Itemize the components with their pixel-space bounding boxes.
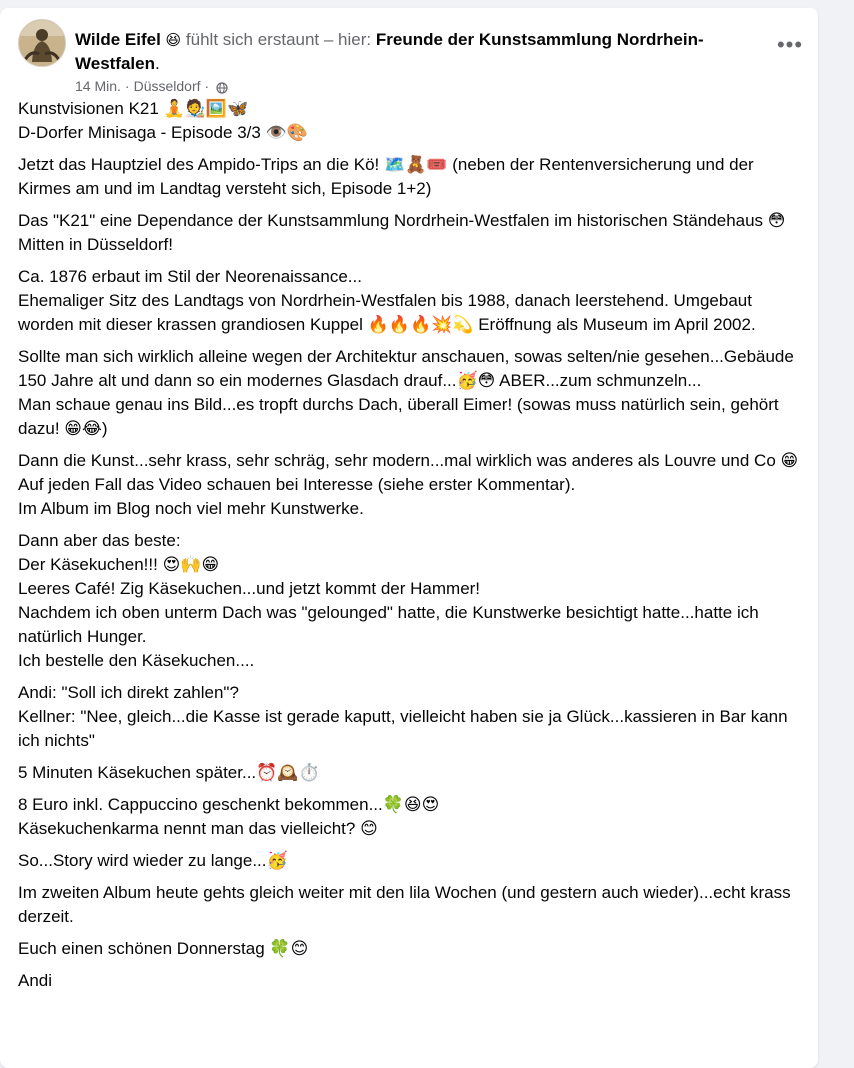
feeling-text: fühlt sich erstaunt – hier: [185, 30, 372, 49]
post-text-line: Andi [18, 971, 53, 990]
post-text-line: Man schaue genau ins Bild...es tropft durchs Dach, überall Eimer! (sowas muss natürlich sein, gehört dazu! 😁😂) [18, 395, 779, 438]
post-text-line: Ich bestelle den Käsekuchen.... [18, 651, 255, 670]
post-paragraph [18, 209, 804, 257]
post-text-line: Euch einen schönen Donnerstag 🍀😊 [18, 939, 309, 958]
post-paragraph [18, 881, 804, 929]
post-meta [75, 77, 228, 95]
post-paragraph [18, 97, 804, 145]
post-text-line: Käsekuchenkarma nennt man das vielleicht? 😊 [18, 819, 378, 838]
post-text-line: Auf jeden Fall das Video schauen bei Interesse (siehe erster Kommentar). [18, 475, 576, 494]
post-paragraph [18, 265, 804, 337]
post-text-line: Ehemaliger Sitz des Landtags von Nordrhein-Westfalen bis 1988, danach leerstehend. Umgebaut worden mit dieser krassen grandiosen Kuppel 🔥🔥🔥💥💫 Eröffnung als Museum im April 2002. [18, 291, 756, 334]
post-text [18, 97, 804, 1001]
post-text-line: Jetzt das Hauptziel des Ampido-Trips an die Kö! 🗺️🧸🎟️ (neben der Rentenversicherung und der Kirmes am und im Landtag versteht sich, Episode 1+2) [18, 155, 754, 198]
globe-icon[interactable] [216, 80, 228, 92]
place-link[interactable]: Freunde der Kunstsammlung Nordrhein-Westfalen [75, 30, 704, 73]
post-text-line: Nachdem ich oben unterm Dach was "gelounged" hatte, die Kunstwerke besichtigt hatte...hatte ich natürlich Hunger. [18, 603, 759, 646]
post-paragraph [18, 449, 804, 521]
post-text-line: Im Album im Blog noch viel mehr Kunstwerke. [18, 499, 364, 518]
post-paragraph [18, 849, 804, 873]
post-text-line: Im zweiten Album heute gehts gleich weiter mit den lila Wochen (und gestern auch wieder)...echt krass derzeit. [18, 883, 791, 926]
post-card [0, 8, 818, 1068]
post-location[interactable]: Düsseldorf [133, 78, 201, 94]
post-paragraph [18, 681, 804, 753]
post-paragraph [18, 969, 804, 993]
author-avatar[interactable] [18, 19, 66, 67]
post-text-line: Das "K21" eine Dependance der Kunstsammlung Nordrhein-Westfalen im historischen Ständehaus 😳 Mitten in Düsseldorf! [18, 211, 786, 254]
post-text-line: D-Dorfer Minisaga - Episode 3/3 👁️🎨 [18, 123, 308, 142]
post-paragraph [18, 153, 804, 201]
feeling-emoji: 😆 [165, 31, 182, 49]
post-paragraph [18, 761, 804, 785]
post-text-line: Dann aber das beste: [18, 531, 181, 550]
place-suffix: . [155, 54, 160, 73]
post-text-line: 8 Euro inkl. Cappuccino geschenkt bekommen...🍀😆😍 [18, 795, 440, 814]
post-text-line: Kunstvisionen K21 🧘🧑‍🎨🖼️🦋 [18, 99, 249, 118]
author-name[interactable]: Wilde Eifel [75, 30, 161, 49]
post-text-line: 5 Minuten Käsekuchen später...⏰🕰️⏱️ [18, 763, 320, 782]
post-text-line: Ca. 1876 erbaut im Stil der Neorenaissance... [18, 267, 362, 286]
post-text-line: Kellner: "Nee, gleich...die Kasse ist gerade kaputt, vielleicht haben sie ja Glück...kassieren in Bar kann ich nichts" [18, 707, 788, 750]
post-paragraph [18, 529, 804, 673]
avatar-image [19, 20, 65, 66]
post-text-line: Sollte man sich wirklich alleine wegen der Architektur anschauen, sowas selten/nie gesehen...Gebäude 150 Jahre alt und dann so ein modernes Glasdach drauf...🥳😳 ABER...zum schmunzeln... [18, 347, 794, 390]
post-headline [75, 28, 755, 75]
post-paragraph [18, 793, 804, 841]
meta-separator-2: · [204, 78, 210, 94]
more-options-button[interactable]: ••• [776, 32, 804, 57]
post-paragraph [18, 345, 804, 441]
post-text-line: So...Story wird wieder zu lange...🥳 [18, 851, 288, 870]
post-time[interactable]: 14 Min. [75, 78, 121, 94]
post-text-line: Andi: "Soll ich direkt zahlen"? [18, 683, 239, 702]
post-text-line: Der Käsekuchen!!! 😍🙌😁 [18, 555, 220, 574]
post-text-line: Dann die Kunst...sehr krass, sehr schräg, sehr modern...mal wirklich was anderes als Louvre und Co 😁 [18, 451, 799, 470]
meta-separator: · [124, 78, 130, 94]
post-text-line: Leeres Café! Zig Käsekuchen...und jetzt kommt der Hammer! [18, 579, 481, 598]
post-header [18, 17, 808, 97]
post-paragraph [18, 937, 804, 961]
